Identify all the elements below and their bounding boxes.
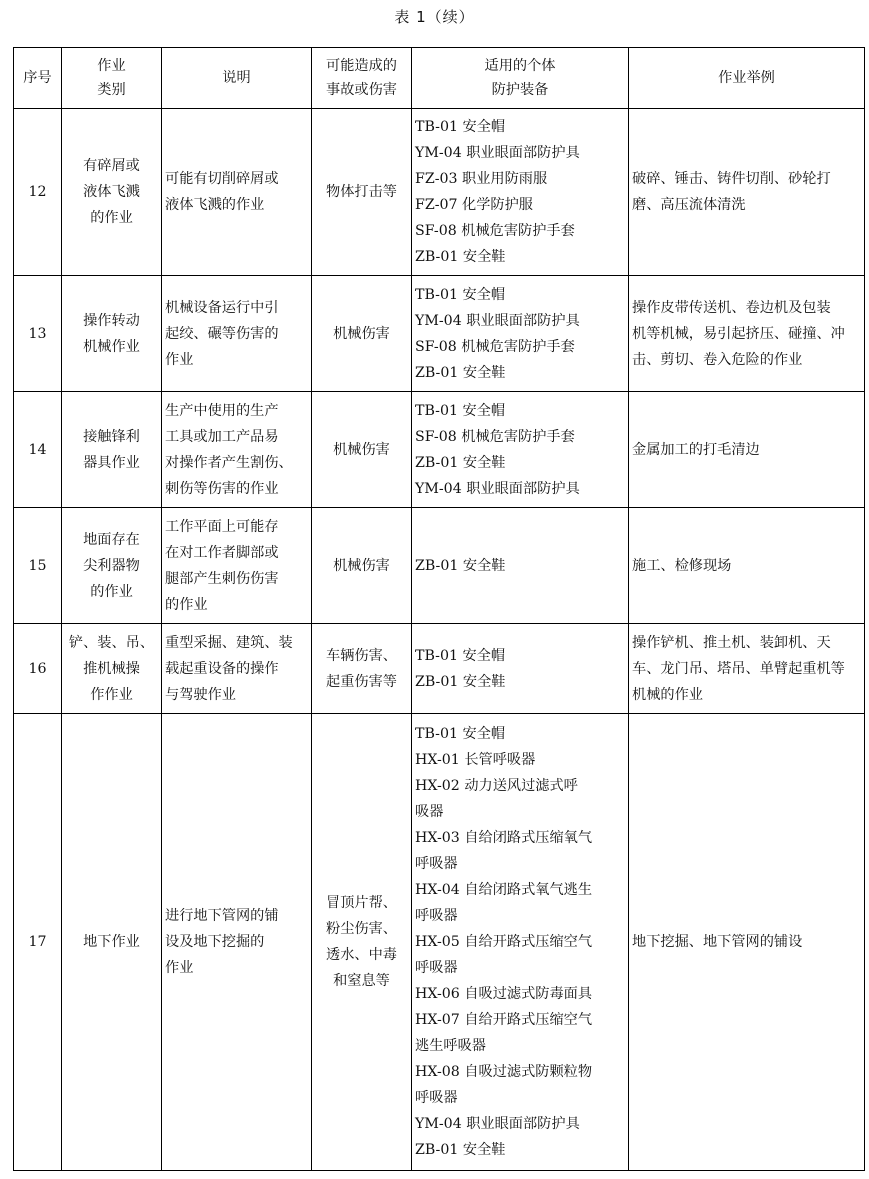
protective-equipment-line: SF-08 机械危害防护手套 xyxy=(415,428,575,445)
protective-equipment-line: 呼吸器 xyxy=(415,1090,458,1106)
job-category-line: 作作业 xyxy=(90,686,133,703)
possible-injury-cell xyxy=(312,624,412,714)
protective-equipment-line: YM-04 职业眼面部防护具 xyxy=(415,1116,580,1132)
possible-injury-line: 机械伤害 xyxy=(333,557,390,574)
protective-equipment-line: FZ-07 化学防护服 xyxy=(415,197,533,213)
job-category-line: 液体飞溅 xyxy=(83,184,140,200)
job-category-line: 操作转动 xyxy=(83,312,140,329)
job-description-line: 腿部产生刺伤伤害 xyxy=(165,570,279,587)
possible-injury-line: 和窒息等 xyxy=(333,973,390,989)
job-example-line: 地下挖掘、地下管网的铺设 xyxy=(632,934,803,950)
job-example-line: 机械的作业 xyxy=(632,686,703,703)
job-description-line: 作业 xyxy=(165,351,194,368)
job-description-line: 作业 xyxy=(165,960,194,976)
protective-equipment-line: ZB-01 安全鞋 xyxy=(415,1142,506,1158)
protective-equipment-line: ZB-01 安全鞋 xyxy=(415,557,506,574)
job-description-line: 对操作者产生割伤、 xyxy=(165,454,293,471)
job-example-line: 操作铲机、推土机、装卸机、天 xyxy=(632,634,831,651)
job-example-cell xyxy=(629,276,865,392)
job-category-cell xyxy=(62,624,162,714)
job-category-line: 推机械操 xyxy=(83,660,140,677)
job-category-cell xyxy=(62,392,162,508)
row-number-cell: 13 xyxy=(14,276,62,392)
protective-equipment-line: YM-04 职业眼面部防护具 xyxy=(415,312,580,329)
header-equipment: 适用的个体 防护装备 xyxy=(412,48,629,109)
possible-injury-line: 冒顶片帮、 xyxy=(326,895,397,911)
job-description-line: 起绞、碾等伤害的 xyxy=(165,325,279,342)
protective-equipment-line: HX-03 自给闭路式压缩氧气 xyxy=(415,830,593,846)
job-description-line: 重型采掘、建筑、装 xyxy=(165,634,293,651)
job-description-line: 在对工作者脚部或 xyxy=(165,544,279,561)
protective-equipment-line: HX-02 动力送风过滤式呼 xyxy=(415,778,578,794)
header-category: 作业 类别 xyxy=(62,48,162,109)
job-category-line: 器具作业 xyxy=(83,454,140,471)
protective-equipment-line: 呼吸器 xyxy=(415,960,458,976)
job-example-cell xyxy=(629,508,865,624)
job-example-line: 操作皮带传送机、卷边机及包装 xyxy=(632,299,831,316)
possible-injury-cell xyxy=(312,508,412,624)
job-description-line: 进行地下管网的铺 xyxy=(165,908,279,924)
row-number-cell: 16 xyxy=(14,624,62,714)
header-row xyxy=(14,48,865,109)
row-number-cell: 14 xyxy=(14,392,62,508)
protective-equipment-line: HX-07 自给开路式压缩空气 xyxy=(415,1012,593,1028)
protective-equipment-line: HX-05 自给开路式压缩空气 xyxy=(415,934,593,950)
job-category-line: 尖利器物 xyxy=(83,557,140,574)
protective-equipment-line: ZB-01 安全鞋 xyxy=(415,364,506,381)
protective-equipment-line: 逃生呼吸器 xyxy=(415,1038,486,1054)
protective-equipment-cell xyxy=(412,109,629,276)
protective-equipment-line: ZB-01 安全鞋 xyxy=(415,249,506,265)
job-category-line: 机械作业 xyxy=(83,338,140,355)
possible-injury-line: 机械伤害 xyxy=(333,325,390,342)
job-example-line: 击、剪切、卷入危险的作业 xyxy=(632,351,803,368)
job-example-cell xyxy=(629,392,865,508)
job-example-line: 施工、检修现场 xyxy=(632,557,732,574)
protective-equipment-line: YM-04 职业眼面部防护具 xyxy=(415,145,580,161)
job-category-cell xyxy=(62,276,162,392)
protective-equipment-line: SF-08 机械危害防护手套 xyxy=(415,338,575,355)
job-example-cell xyxy=(629,624,865,714)
job-description-line: 设及地下挖掘的 xyxy=(165,934,265,950)
job-example-line: 金属加工的打毛清边 xyxy=(632,441,760,458)
header-accident: 可能造成的 事故或伤害 xyxy=(312,48,412,109)
protective-equipment-line: HX-04 自给闭路式氧气逃生 xyxy=(415,882,593,898)
job-category-line: 有碎屑或 xyxy=(83,158,140,174)
job-description-line: 与驾驶作业 xyxy=(165,686,236,703)
protective-equipment-line: TB-01 安全帽 xyxy=(415,647,506,664)
job-example-line: 车、龙门吊、塔吊、单臂起重机等 xyxy=(632,660,845,677)
job-example-cell xyxy=(629,109,865,276)
table-row xyxy=(14,392,865,508)
protective-equipment-line: TB-01 安全帽 xyxy=(415,402,506,419)
protective-equipment-line: ZB-01 安全鞋 xyxy=(415,673,506,690)
job-description-line: 可能有切削碎屑或 xyxy=(165,171,279,187)
job-category-cell xyxy=(62,109,162,276)
table-caption: 表 1（续） xyxy=(394,8,475,26)
job-example-line: 破碎、锤击、铸件切削、砂轮打 xyxy=(632,171,831,187)
table-row xyxy=(14,276,865,392)
protective-equipment-line: TB-01 安全帽 xyxy=(415,119,506,135)
row-number-cell: 17 xyxy=(14,714,62,1171)
possible-injury-cell xyxy=(312,714,412,1171)
job-description-line: 的作业 xyxy=(165,596,208,613)
job-description-cell xyxy=(162,624,312,714)
protective-equipment-cell xyxy=(412,508,629,624)
job-category-line: 的作业 xyxy=(90,583,133,600)
protective-equipment-line: 吸器 xyxy=(415,804,444,820)
job-description-cell xyxy=(162,714,312,1171)
row-number-cell: 12 xyxy=(14,109,62,276)
possible-injury-line: 物体打击等 xyxy=(326,184,397,200)
possible-injury-line: 车辆伤害、 xyxy=(326,647,397,664)
protective-equipment-cell xyxy=(412,624,629,714)
job-description-cell xyxy=(162,508,312,624)
job-description-line: 液体飞溅的作业 xyxy=(165,197,265,213)
job-description-line: 机械设备运行中引 xyxy=(165,299,279,316)
job-description-line: 刺伤等伤害的作业 xyxy=(165,480,279,497)
possible-injury-cell xyxy=(312,276,412,392)
table-row xyxy=(14,109,865,276)
job-example-cell xyxy=(629,714,865,1171)
protective-equipment-line: TB-01 安全帽 xyxy=(415,726,506,742)
header-example: 作业举例 xyxy=(629,48,865,109)
protective-equipment-line: HX-08 自吸过滤式防颗粒物 xyxy=(415,1064,593,1080)
table-row xyxy=(14,508,865,624)
table-row xyxy=(14,624,865,714)
job-description-line: 生产中使用的生产 xyxy=(165,402,279,419)
protective-equipment-line: 呼吸器 xyxy=(415,856,458,872)
header-no: 序号 xyxy=(14,48,62,109)
job-category-line: 地面存在 xyxy=(83,531,140,548)
protective-equipment-line: HX-06 自吸过滤式防毒面具 xyxy=(415,986,593,1002)
job-description-cell xyxy=(162,276,312,392)
possible-injury-line: 起重伤害等 xyxy=(326,673,397,690)
header-description: 说明 xyxy=(162,48,312,109)
possible-injury-line: 粉尘伤害、 xyxy=(326,921,397,937)
ppe-table xyxy=(13,47,865,1171)
protective-equipment-line: SF-08 机械危害防护手套 xyxy=(415,223,575,239)
possible-injury-line: 透水、中毒 xyxy=(326,947,397,963)
protective-equipment-line: HX-01 长管呼吸器 xyxy=(415,752,536,768)
job-description-line: 载起重设备的操作 xyxy=(165,660,279,677)
protective-equipment-line: TB-01 安全帽 xyxy=(415,286,506,303)
job-category-line: 铲、装、吊、 xyxy=(68,634,155,651)
protective-equipment-cell xyxy=(412,392,629,508)
job-category-line: 接触锋利 xyxy=(83,428,140,445)
row-number-cell: 15 xyxy=(14,508,62,624)
job-category-cell xyxy=(62,714,162,1171)
protective-equipment-line: YM-04 职业眼面部防护具 xyxy=(415,480,580,497)
protective-equipment-line: FZ-03 职业用防雨服 xyxy=(415,171,548,187)
job-description-cell xyxy=(162,392,312,508)
protective-equipment-cell xyxy=(412,714,629,1171)
protective-equipment-line: 呼吸器 xyxy=(415,908,458,924)
job-category-line: 地下作业 xyxy=(83,934,140,950)
possible-injury-line: 机械伤害 xyxy=(333,441,390,458)
job-description-line: 工具或加工产品易 xyxy=(165,428,279,445)
possible-injury-cell xyxy=(312,392,412,508)
job-example-line: 机等机械，易引起挤压、碰撞、冲 xyxy=(632,325,845,342)
job-example-line: 磨、高压流体清洗 xyxy=(632,197,746,213)
job-description-line: 工作平面上可能存 xyxy=(165,518,279,535)
job-category-line: 的作业 xyxy=(90,210,133,226)
protective-equipment-cell xyxy=(412,276,629,392)
protective-equipment-line: ZB-01 安全鞋 xyxy=(415,454,506,471)
job-category-cell xyxy=(62,508,162,624)
table-row xyxy=(14,714,865,1171)
possible-injury-cell xyxy=(312,109,412,276)
job-description-cell xyxy=(162,109,312,276)
